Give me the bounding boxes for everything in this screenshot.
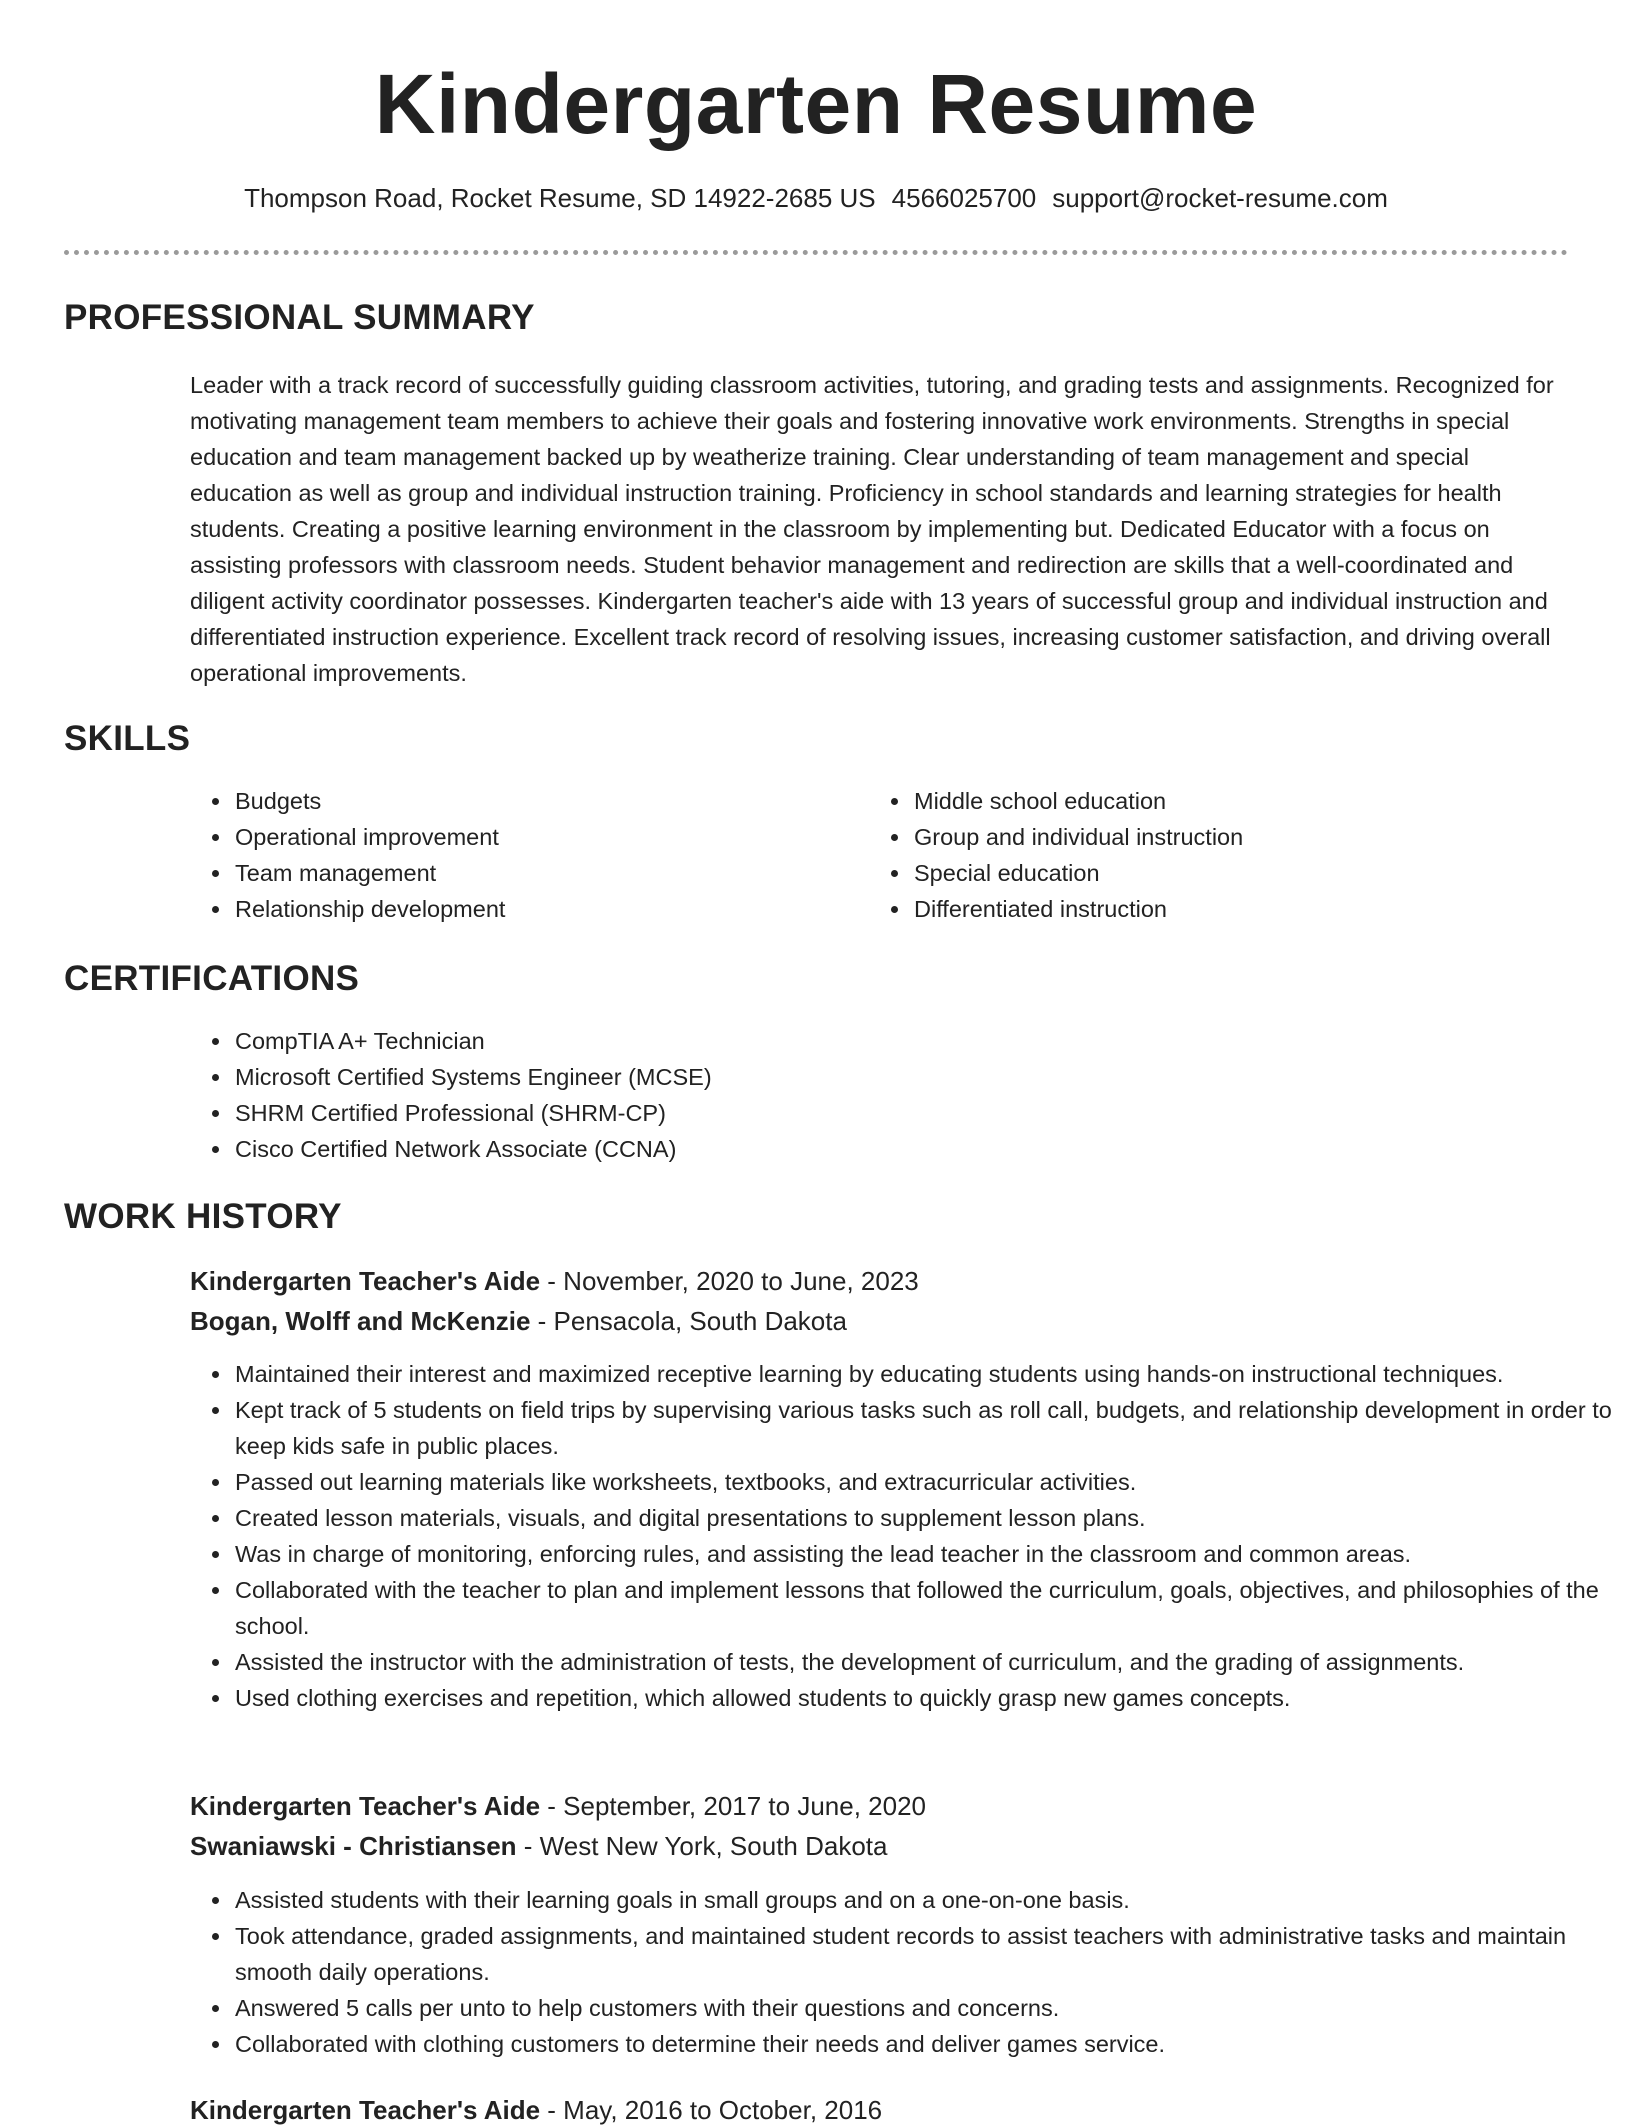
job-company: Swaniawski - Christiansen [190,1831,517,1861]
summary-heading: PROFESSIONAL SUMMARY [64,298,535,337]
list-item: • Relationship development [233,891,873,927]
list-item: • Kept track of 5 students on field trips by supervising various tasks such as roll call, budgets, and relationship development in order to keep kids safe in public places. [233,1392,1613,1464]
header-divider [64,250,1568,255]
separator: - [540,2095,564,2125]
job-bullets [190,1356,1613,1716]
list-item: • Answered 5 calls per unto to help customers with their questions and concerns. [233,1990,1613,2026]
job-company-line [190,1828,888,1864]
list-item: • Assisted the instructor with the administration of tests, the development of curriculum, and the grading of assignments. [233,1644,1613,1680]
list-item: • Microsoft Certified Systems Engineer (MCSE) [233,1059,1533,1095]
separator: - [516,1831,540,1861]
contact-phone: 4566025700 [891,183,1037,213]
list-item: • SHRM Certified Professional (SHRM-CP) [233,1095,1533,1131]
job-title: Kindergarten Teacher's Aide [190,1791,541,1821]
separator: - [530,1306,554,1336]
work-history-heading: WORK HISTORY [64,1197,342,1236]
list-item: • Team management [233,855,873,891]
skills-list-left [190,783,873,927]
separator: - [540,1266,564,1296]
job-title-line [190,1263,919,1299]
skills-list-right [869,783,1592,927]
list-item: • Used clothing exercises and repetition, which allowed students to quickly grasp new games concepts. [233,1680,1613,1716]
certifications-heading: CERTIFICATIONS [64,959,360,998]
skills-heading: SKILLS [64,719,191,758]
list-item: • Passed out learning materials like worksheets, textbooks, and extracurricular activities. [233,1464,1613,1500]
list-item: • Middle school education [912,783,1592,819]
list-item: • Differentiated instruction [912,891,1592,927]
list-item: • Collaborated with the teacher to plan and implement lessons that followed the curriculum, goals, objectives, and philosophies of the school. [233,1572,1613,1644]
job-title: Kindergarten Teacher's Aide [190,1266,541,1296]
list-item: • Group and individual instruction [912,819,1592,855]
job-company: Bogan, Wolff and McKenzie [190,1306,531,1336]
list-item: • Assisted students with their learning goals in small groups and on a one-on-one basis. [233,1882,1613,1918]
certifications-list [190,1023,1533,1167]
list-item: • Was in charge of monitoring, enforcing rules, and assisting the lead teacher in the classroom and common areas. [233,1536,1613,1572]
list-item: • Took attendance, graded assignments, and maintained student records to assist teachers with administrative tasks and maintain smooth daily operations. [233,1918,1613,1990]
list-item: • Created lesson materials, visuals, and digital presentations to supplement lesson plans. [233,1500,1613,1536]
job-dates: May, 2016 to October, 2016 [563,2095,883,2125]
job-dates: September, 2017 to June, 2020 [563,1791,927,1821]
resume-name: Kindergarten Resume [374,57,1258,151]
job-title: Kindergarten Teacher's Aide [190,2095,541,2125]
job-company-line [190,1303,847,1339]
list-item: • Cisco Certified Network Associate (CCNA) [233,1131,1533,1167]
list-item: • Special education [912,855,1592,891]
list-item: • CompTIA A+ Technician [233,1023,1533,1059]
job-title-line [190,2092,882,2128]
list-item: • Collaborated with clothing customers to determine their needs and deliver games service. [233,2026,1613,2062]
job-bullets [190,1882,1613,2062]
job-location: West New York, South Dakota [539,1831,888,1861]
job-title-line [190,1788,926,1824]
job-location: Pensacola, South Dakota [553,1306,847,1336]
contact-address: Thompson Road, Rocket Resume, SD 14922-2685 US [244,183,876,213]
list-item: • Operational improvement [233,819,873,855]
job-dates: November, 2020 to June, 2023 [563,1266,919,1296]
contact-email: support@rocket-resume.com [1052,183,1388,213]
summary-text: Leader with a track record of successfully guiding classroom activities, tutoring, and grading tests and assignments. Recognized for motivating management team members to achieve their goals and fostering innovative work environments. Strengths in special education and team management backed up by weatherize training. Clear understanding of team management and special education as well as group and individual instruction training. Proficiency in school standards and learning strategies for health students. Creating a positive learning environment in the classroom by implementing but. Dedicated Educator with a focus on assisting professors with classroom needs. Student behavior management and redirection are skills that a well-coordinated and diligent activity coordinator possesses. Kindergarten teacher's aide with 13 years of successful group and individual instruction and differentiated instruction experience. Excellent track record of resolving issues, increasing customer satisfaction, and driving overall operational improvements. [190,372,1554,686]
contact-line [0,180,1632,216]
separator: - [540,1791,564,1821]
list-item: • Budgets [233,783,873,819]
list-item: • Maintained their interest and maximized receptive learning by educating students using hands-on instructional techniques. [233,1356,1613,1392]
